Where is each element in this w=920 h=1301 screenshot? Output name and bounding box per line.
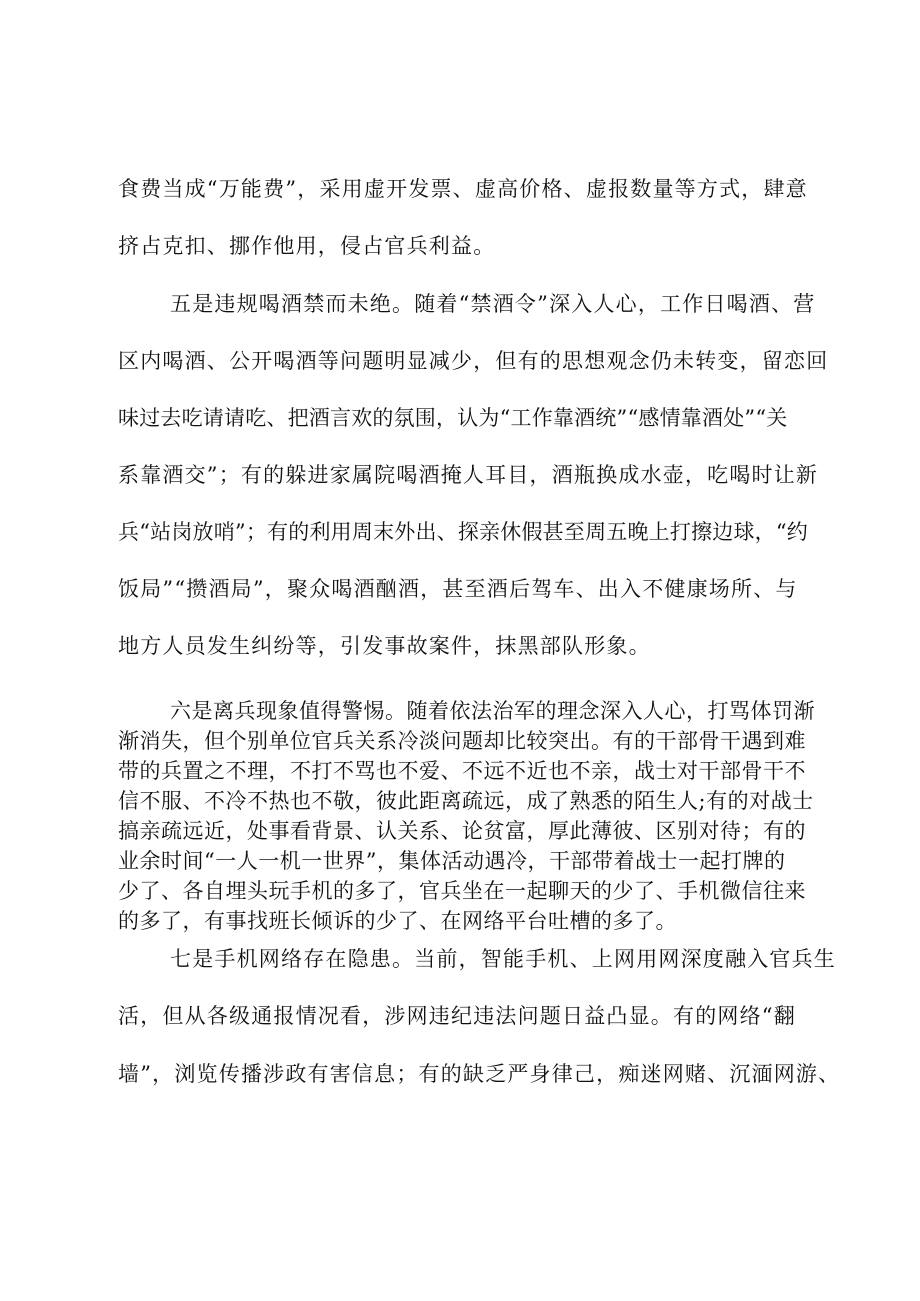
text-line: 渐消失，但个别单位官兵关系冷淡问题却比较突出。有的干部骨干遇到难 <box>118 729 806 753</box>
text-line: 搞亲疏远近，处事看背景、认关系、论贫富，厚此薄彼、区别对待；有的 <box>118 819 806 843</box>
text-line: 味过去吃请请吃、把酒言欢的氛围，认为“工作靠酒统”“感情靠酒处”“关 <box>118 406 788 430</box>
text-line: 食费当成“万能费”，采用虚开发票、虚高价格、虚报数量等方式，肆意 <box>118 177 808 201</box>
text-line: 挤占克扣、挪作他用，侵占官兵利益。 <box>118 234 496 258</box>
paragraph-start-line: 五是违规喝酒禁而未绝。随着“禁酒令”深入人心，工作日喝酒、营 <box>170 292 816 316</box>
text-line: 区内喝酒、公开喝酒等问题明显减少，但有的思想观念仍未转变，留恋回 <box>118 349 829 373</box>
paragraph-start-line: 六是离兵现象值得警惕。随着依法治军的理念深入人心，打骂体罚渐 <box>170 699 815 723</box>
text-line: 墙”，浏览传播涉政有害信息；有的缺乏严身律己，痴迷网赌、沉湎网游、 <box>118 1062 841 1086</box>
text-line: 兵“站岗放哨”；有的利用周末外出、探亲休假甚至周五晚上打擦边球，“约 <box>118 520 809 544</box>
paragraph-start-line: 七是手机网络存在隐患。当前，智能手机、上网用网深度融入官兵生 <box>170 947 836 971</box>
text-line: 的多了，有事找班长倾诉的少了、在网络平台吐槽的多了。 <box>118 909 677 933</box>
text-line: 活，但从各级通报情况看，涉网违纪违法问题日益凸显。有的网络“翻 <box>118 1004 796 1028</box>
text-line: 带的兵置之不理，不打不骂也不爱、不远不近也不亲，战士对干部骨干不 <box>118 759 806 783</box>
text-line: 地方人员发生纠纷等，引发事故案件，抹黑部队形象。 <box>118 634 651 658</box>
text-line: 业余时间“一人一机一世界”，集体活动遇冷，干部带着战士一起打牌的 <box>118 849 786 873</box>
text-line: 饭局”“攒酒局”，聚众喝酒酗酒，甚至酒后驾车、出入不健康场所、与 <box>118 577 798 601</box>
text-line: 信不服、不冷不热也不敬，彼此距离疏远，成了熟悉的陌生人;有的对战士 <box>118 789 814 813</box>
text-line: 系靠酒交”；有的躲进家属院喝酒掩人耳目，酒瓶换成水壶，吃喝时让新 <box>118 463 819 487</box>
text-line: 少了、各自埋头玩手机的多了，官兵坐在一起聊天的少了、手机微信往来 <box>118 879 806 903</box>
